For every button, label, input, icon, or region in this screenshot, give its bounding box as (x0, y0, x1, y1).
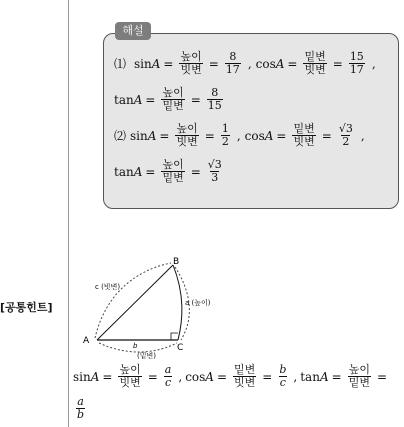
hyp-brace (95, 263, 171, 338)
solution-part2-line1 (114, 123, 365, 148)
frac-den: 15 (207, 99, 222, 112)
comma: , (247, 56, 252, 71)
angle-A: A (147, 128, 157, 143)
comma: , (360, 128, 365, 143)
fraction-height-over-base (161, 159, 184, 184)
frac-num: 15 (349, 50, 364, 63)
fraction-value (221, 123, 230, 148)
frac-num: 밑변 (293, 122, 315, 135)
fraction-height-over-hyp (118, 364, 141, 389)
fraction-value (207, 159, 223, 184)
sin-label: sin (73, 369, 91, 384)
right-angle-mark (171, 333, 178, 340)
sqrt-sign: √ (207, 158, 215, 171)
tan-label: tan (114, 164, 134, 179)
frac-den: b (77, 408, 85, 421)
tan-label: tan (300, 369, 320, 384)
vertex-A: A (83, 336, 90, 346)
fraction-b-over-c (278, 364, 287, 389)
frac-num (338, 123, 354, 135)
frac-num: 높이 (180, 50, 202, 63)
label-b-sub: (밑변) (137, 352, 156, 360)
side-BC (173, 265, 182, 340)
comma: , (293, 369, 298, 384)
angle-A: A (90, 369, 100, 384)
fraction-value (349, 51, 365, 76)
fraction-base-over-hyp (303, 51, 326, 76)
solution-part1-line2 (114, 87, 226, 112)
fraction-height-over-base (161, 87, 184, 112)
frac-num: 높이 (348, 363, 370, 376)
frac-num: 8 (229, 50, 237, 63)
frac-num: 높이 (176, 122, 198, 135)
sqrt-sign: √ (338, 122, 346, 135)
label-b: b (133, 342, 138, 350)
equals: = (159, 128, 170, 143)
right-triangle-diagram (75, 255, 235, 365)
frac-num: a (77, 395, 84, 408)
frac-den: 밑변 (162, 171, 184, 184)
frac-num: a (164, 363, 172, 376)
fraction-value (225, 51, 241, 76)
frac-num: 높이 (162, 86, 184, 99)
solution-part1-line1 (114, 51, 376, 76)
equals: = (287, 56, 298, 71)
formula-line (73, 364, 390, 389)
frac-den: 빗변 (234, 376, 256, 389)
equals: = (204, 128, 215, 143)
frac-den: 빗변 (119, 376, 141, 389)
fraction-a-over-b (76, 396, 85, 421)
common-hint-label: [공통힌트] (0, 301, 53, 314)
equals: = (145, 92, 156, 107)
frac-num: 높이 (119, 363, 141, 376)
fraction-height-over-hyp (175, 123, 198, 148)
frac-num: 밑변 (234, 363, 256, 376)
equals: = (331, 369, 342, 384)
frac-den: 밑변 (348, 376, 370, 389)
fraction-height-over-base (348, 364, 371, 389)
label-c-hyp: c (빗변) (95, 283, 121, 291)
frac-den: 밑변 (162, 99, 184, 112)
fraction-base-over-hyp (233, 364, 256, 389)
equals: = (216, 369, 228, 384)
angle-A: A (319, 369, 329, 384)
comma: , (178, 369, 183, 384)
fraction-base-over-hyp (292, 123, 315, 148)
solution-part2-line2 (114, 159, 226, 184)
part2-marker: ⑵ (114, 129, 127, 143)
left-divider (68, 0, 69, 427)
cos-label: cos (244, 128, 265, 143)
frac-num (207, 159, 223, 171)
hypotenuse-AB (97, 265, 173, 340)
equals: = (208, 56, 219, 71)
frac-den: c (164, 376, 172, 389)
equals: = (332, 56, 343, 71)
sin-label: sin (130, 128, 148, 143)
frac-num: 1 (221, 122, 229, 135)
frac-den: 빗변 (304, 63, 326, 76)
frac-num: 8 (211, 86, 219, 99)
angle-A: A (205, 369, 214, 384)
fraction-a-over-c (164, 364, 173, 389)
frac-den: 17 (349, 63, 364, 76)
fraction-value (207, 87, 223, 112)
label-a-height: a (높이) (185, 299, 211, 307)
cos-label: cos (255, 56, 276, 71)
frac-num: 높이 (162, 158, 184, 171)
frac-den: 2 (221, 135, 229, 148)
equals: = (145, 164, 156, 179)
equals: = (276, 128, 287, 143)
equals: = (376, 369, 388, 384)
fraction-height-over-hyp (179, 51, 202, 76)
frac-den: 2 (342, 135, 350, 148)
frac-den: 빗변 (293, 135, 315, 148)
radicand: 3 (214, 158, 222, 171)
sin-label: sin (134, 56, 152, 71)
angle-A: A (133, 164, 143, 179)
equals: = (321, 128, 332, 143)
frac-den: c (279, 376, 286, 389)
angle-A: A (275, 56, 285, 71)
equals: = (190, 164, 201, 179)
equals: = (262, 369, 273, 384)
frac-den: 17 (225, 63, 240, 76)
equals: = (163, 56, 174, 71)
vertex-C: C (177, 343, 184, 353)
radicand: 3 (345, 122, 353, 135)
equals: = (190, 92, 201, 107)
cos-label: cos (185, 369, 206, 384)
formula-line-2 (73, 396, 88, 421)
angle-A: A (133, 92, 143, 107)
angle-A: A (151, 56, 161, 71)
vertex-B: B (173, 257, 180, 267)
fraction-value (338, 123, 354, 148)
tan-label: tan (114, 92, 134, 107)
base-brace (99, 343, 177, 352)
equals: = (102, 369, 113, 384)
comma: , (236, 128, 241, 143)
angle-A: A (264, 128, 274, 143)
frac-den: 3 (211, 171, 219, 184)
equals: = (147, 369, 158, 384)
part1-marker: ⑴ (114, 57, 127, 71)
solution-tag: 해설 (115, 22, 151, 40)
frac-den: 빗변 (180, 63, 202, 76)
frac-num: 밑변 (304, 50, 326, 63)
comma: , (371, 56, 376, 71)
frac-den: 빗변 (176, 135, 198, 148)
frac-num: b (279, 363, 287, 376)
